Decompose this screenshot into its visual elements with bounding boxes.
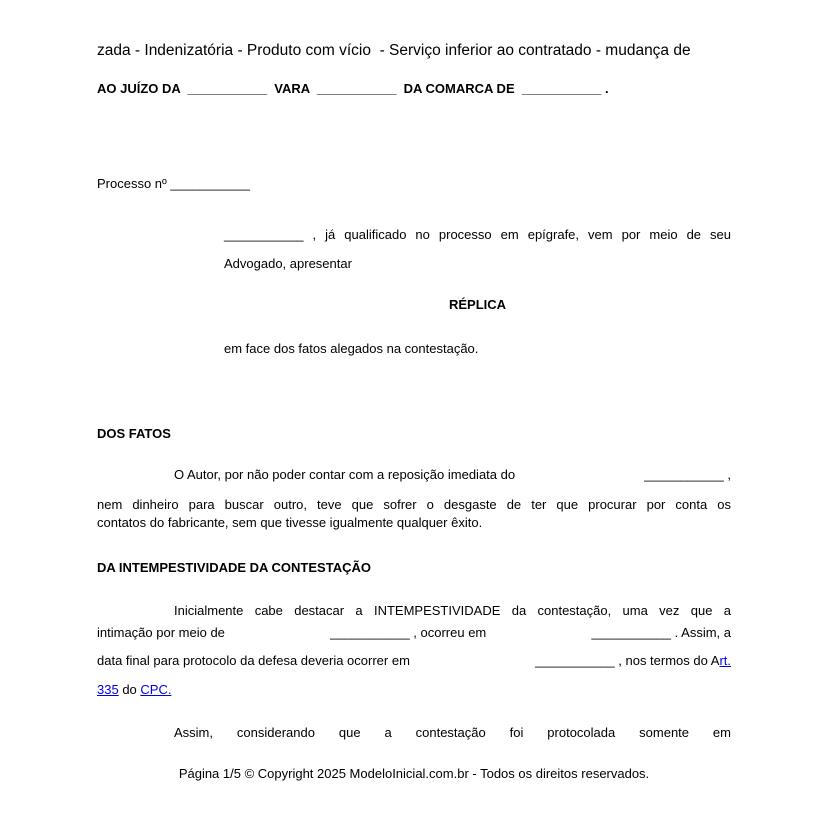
untimeliness-line3-text: data final para protocolo da defesa deveria ocorrer em <box>97 653 410 668</box>
art-335-link-fragment[interactable]: rt. <box>719 653 731 668</box>
untimeliness-line2-part2: ___________ , ocorreu em <box>330 625 487 640</box>
untimeliness-line2-part3: ___________ . Assim, a <box>591 625 731 640</box>
replica-heading: RÉPLICA <box>448 297 507 312</box>
untimeliness-heading: DA INTEMPESTIVIDADE DA CONTESTAÇÃO <box>97 560 371 575</box>
facts-line1 <box>174 466 731 483</box>
qualification-line1: ___________ , já qualificado no processo em epígrafe, vem por meio de seu <box>224 227 731 242</box>
untimeliness-line5: Assim, considerando que a contestação foi protocolada somente em <box>174 725 731 740</box>
page-footer: Página 1/5 © Copyright 2025 ModeloInicial.com.br - Todos os direitos reservados. <box>178 766 650 781</box>
untimeliness-line3-right <box>535 652 731 669</box>
untimeliness-line2 <box>97 624 731 641</box>
untimeliness-line3 <box>97 652 731 669</box>
court-addressing-line: AO JUÍZO DA ___________ VARA ___________ DA COMARCA DE ___________ . <box>97 81 609 96</box>
untimeliness-line2-part1: intimação por meio de <box>97 625 225 640</box>
facts-heading: DOS FATOS <box>97 426 171 441</box>
art-335-number-link[interactable]: 335 <box>97 682 119 697</box>
untimeliness-line1: Inicialmente cabe destacar a INTEMPESTIVIDADE da contestação, uma vez que a <box>174 603 731 618</box>
qualification-line2: Advogado, apresentar <box>224 256 352 271</box>
process-number-line: Processo nº ___________ <box>97 176 250 191</box>
facts-line3: contatos do fabricante, sem que tivesse igualmente qualquer êxito. <box>97 515 483 530</box>
facts-line2: nem dinheiro para buscar outro, teve que sofrer o desgaste de ter que procurar por conta os <box>97 497 731 512</box>
replica-subject: em face dos fatos alegados na contestação. <box>224 341 479 356</box>
untimeliness-line3-blank: ___________ , nos termos do A <box>535 653 720 668</box>
untimeliness-line4-text: do <box>118 682 141 697</box>
facts-line1-blank: ___________ , <box>644 467 731 482</box>
facts-line1-text: O Autor, por não poder contar com a reposição imediata do <box>174 467 516 482</box>
untimeliness-line4 <box>97 681 171 698</box>
cpc-link[interactable]: CPC. <box>140 682 172 697</box>
document-title: zada - Indenizatória - Produto com vício - Serviço inferior ao contratado - mudança de <box>97 42 691 59</box>
